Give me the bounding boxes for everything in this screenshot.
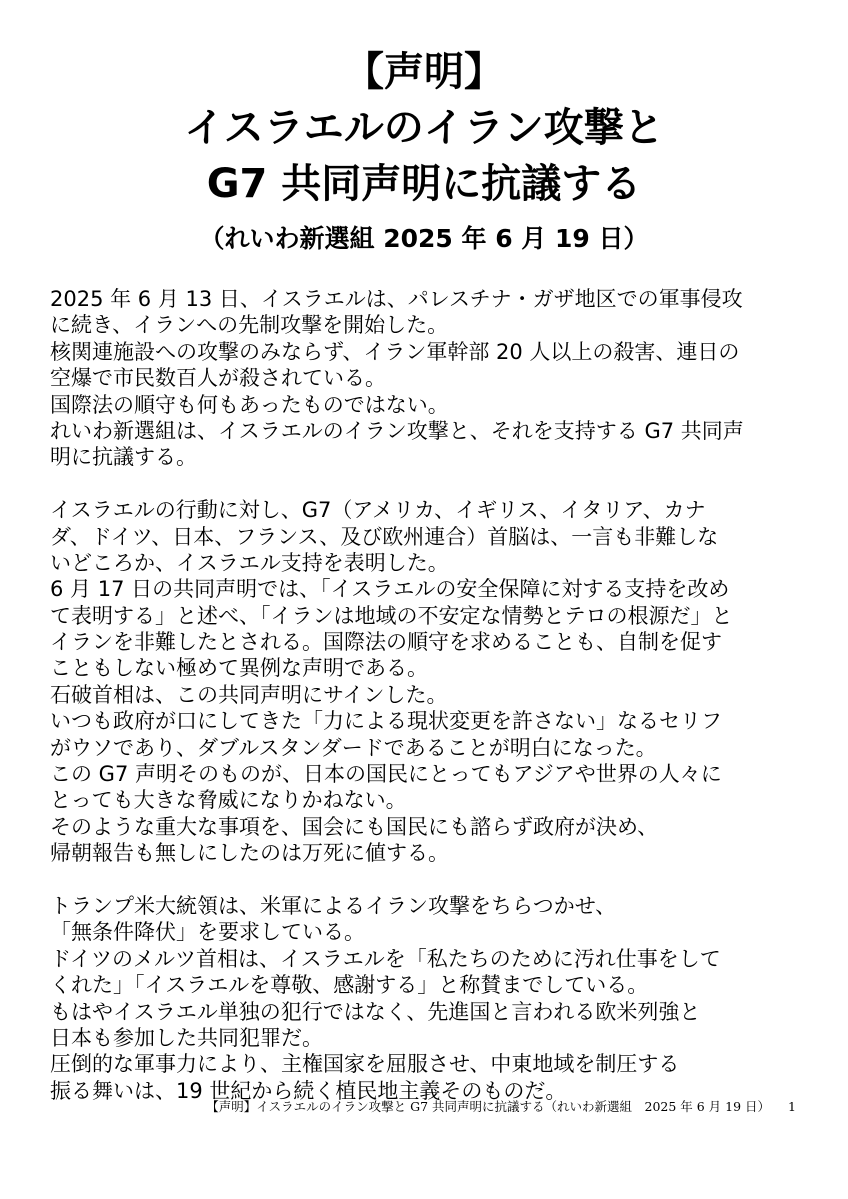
text-line: イスラエルの行動に対し、G7（アメリカ、イギリス、イタリア、カナ [50,498,706,523]
text-line: こともしない極めて異例な声明である。 [50,656,428,681]
paragraph [50,286,810,471]
text-line: そのような重大な事項を、国会にも国民にも諮らず政府が決め、 [50,814,659,839]
text-line: 帰朝報告も無しにしたのは万死に値する。 [50,841,449,866]
text-line: 圧倒的な軍事力により、主権国家を屈服させ、中東地域を制圧する [50,1052,680,1077]
text-line: とっても大きな脅威になりかねない。 [50,788,407,813]
paragraph-gap [50,867,810,893]
text-line: 2025 年 6 月 13 日、イスラエルは、パレスチナ・ガザ地区での軍事侵攻 [50,287,743,311]
text-line: もはやイスラエル単独の犯行ではなく、先進国と言われる欧米列強と [50,999,701,1024]
text-line: いどころか、イスラエル支持を表明した。 [50,550,449,575]
text-line: 石破首相は、この共同声明にサインした。 [50,682,448,707]
paragraph-gap [50,471,810,497]
text-line: 「無条件降伏」を要求している。 [50,920,365,945]
text-line: トランプ米大統領は、米軍によるイラン攻撃をちらつかせ、 [50,893,617,918]
page-number: 1 [788,1099,796,1114]
text-line: いつも政府が口にしてきた「力による現状変更を許さない」なるセリフ [50,709,722,734]
title-heading-line-2: G7 共同声明に抗議する [206,161,642,207]
page-footer [0,1098,796,1116]
text-line: この G7 声明そのものが、日本の国民にとってもアジアや世界の人々に [50,762,722,787]
text-line: イランを非難したとされる。国際法の順守を求めることも、自制を促す [50,630,722,655]
text-line: 明に抗議する。 [50,445,197,470]
text-line: て表明する」と述べ、「イランは地域の不安定な情勢とテロの根源だ」と [50,603,733,628]
title-label: 【声明】 [344,49,504,95]
text-line: がウソであり、ダブルスタンダードであることが明白になった。 [50,735,657,760]
title-block [0,44,848,256]
text-line: れいわ新選組は、イスラエルのイラン攻撃と、それを支持する G7 共同声 [50,418,744,443]
text-line: ダ、ドイツ、日本、フランス、及び欧州連合）首脳は、一言も非難しな [50,524,719,549]
text-line: 国際法の順守も何もあったものではない。 [50,392,449,417]
paragraph [50,497,810,866]
text-line: ドイツのメルツ首相は、イスラエルを「私たちのために汚れ仕事をして [50,946,721,971]
footer-text: 【声明】イスラエルのイラン攻撃と G7 共同声明に抗議する（れいわ新選組 2025 年 6 月 19 日） [206,1099,771,1114]
subtitle-date: （れいわ新選組 2025 年 6 月 19 日） [199,224,649,253]
text-line: 核関連施設への攻撃のみならず、イラン軍幹部 20 人以上の殺害、連日の [50,339,740,364]
text-line: 振る舞いは、19 世紀から続く植民地主義そのものだ。 [50,1078,567,1103]
text-line: 日本も参加した共同犯罪だ。 [50,1025,323,1050]
title-heading-line-1: イスラエルのイラン攻撃と [184,105,664,151]
text-line: くれた」「イスラエルを尊敬、感謝する」と称賛までしている。 [50,973,649,998]
statement-body [50,286,810,1104]
text-line: 空爆で市民数百人が殺されている。 [50,366,386,391]
text-line: に続き、イランへの先制攻撃を開始した。 [50,313,449,338]
paragraph [50,893,810,1104]
text-line: 6 月 17 日の共同声明では、「イスラエルの安全保障に対する支持を改め [50,577,730,602]
